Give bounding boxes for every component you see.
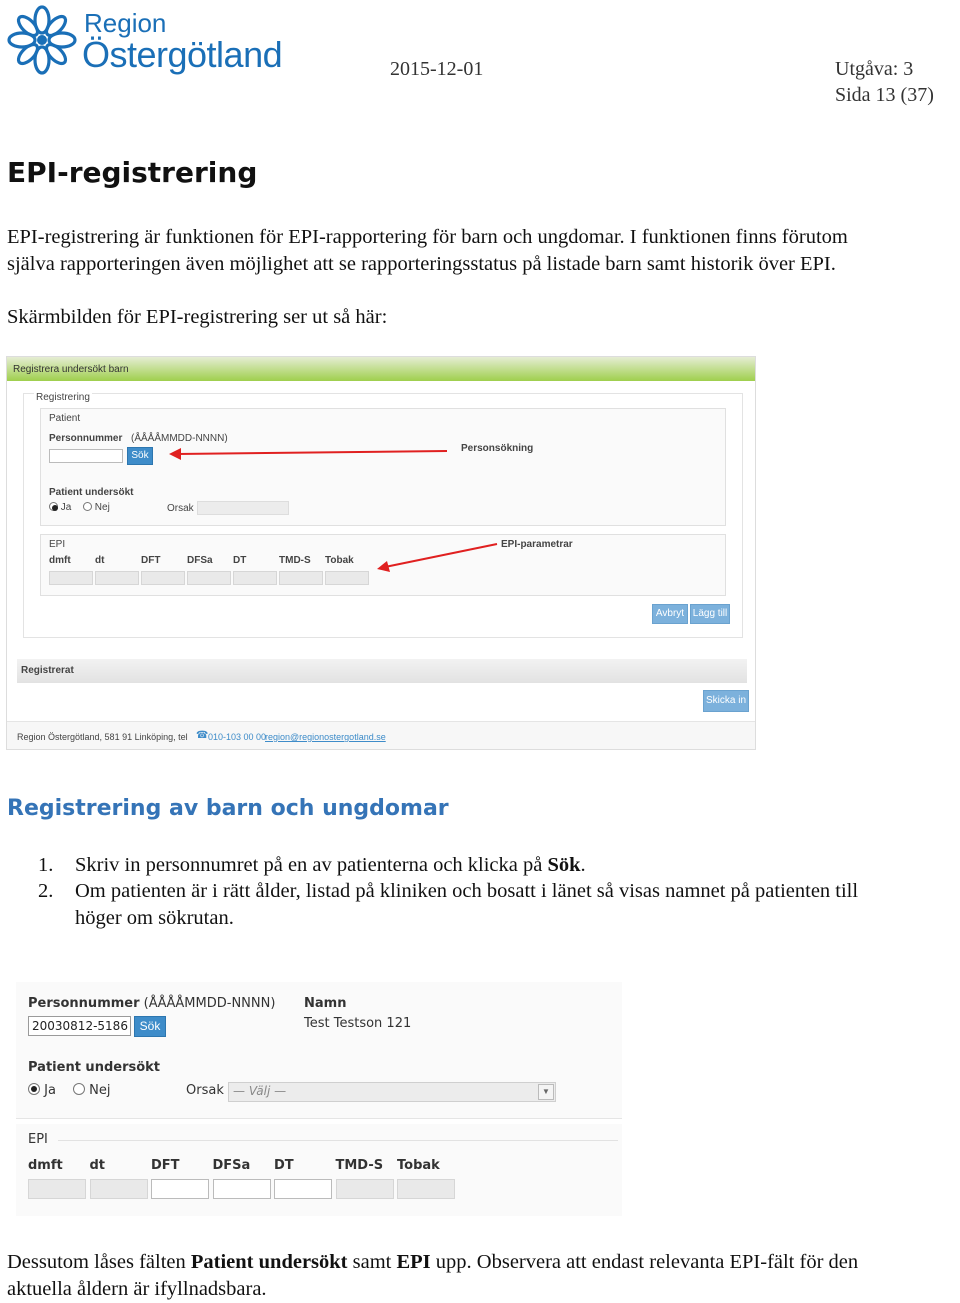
- s2-epi-col-label: DFSa: [212, 1158, 251, 1173]
- orsak-label: Orsak: [167, 503, 194, 514]
- patient-undersokt-label: Patient undersökt: [49, 487, 134, 498]
- screenshot-patient-search: [16, 982, 622, 1216]
- radio-ja-label: Ja: [60, 502, 72, 513]
- s2-epi-divider: [58, 1140, 618, 1141]
- list-item-1: [75, 852, 586, 879]
- s2-epi-col-input[interactable]: [336, 1179, 394, 1199]
- s2-radio-ja[interactable]: [28, 1083, 56, 1098]
- s1-epi-col-label: dt: [95, 555, 105, 566]
- radio-nej-label: Nej: [94, 502, 110, 513]
- s2-personnummer-input[interactable]: 20030812-5186: [28, 1016, 131, 1036]
- s2-epi-col-input[interactable]: [397, 1179, 455, 1199]
- s2-search-button[interactable]: Sök: [134, 1016, 166, 1037]
- chevron-down-icon: ▼: [538, 1084, 554, 1100]
- s1-epi-col-label: Tobak: [325, 555, 354, 566]
- s2-epi-col-input[interactable]: [28, 1179, 86, 1199]
- header-edition: Utgåva: 3: [835, 58, 914, 80]
- annotation-arrows: [7, 357, 755, 749]
- s2-epi-col-input[interactable]: [213, 1179, 271, 1199]
- avbryt-button[interactable]: Avbryt: [652, 604, 688, 624]
- page-title: EPI-registrering: [7, 156, 258, 189]
- skicka-in-button[interactable]: Skicka in: [703, 690, 749, 712]
- closing-p3: upp. Observera att endast relevanta EPI-fält för den: [430, 1251, 859, 1273]
- s1-epi-col-label: dmft: [49, 555, 71, 566]
- s2-namn-value: Test Testson 121: [304, 1016, 412, 1031]
- region-logo-icon: [6, 4, 78, 76]
- footer-phone[interactable]: 010-103 00 00: [208, 732, 267, 742]
- s2-epi-col-label: dt: [89, 1158, 106, 1173]
- closing-p2: samt: [347, 1251, 397, 1273]
- arrow-to-epi: [385, 544, 497, 567]
- logo-line2: Östergötland: [82, 34, 283, 75]
- s2-epi-col-input[interactable]: [151, 1179, 209, 1199]
- registrering-label: Registrering: [36, 392, 90, 403]
- s2-personnummer-hint: (ÅÅÅÅMMDD-NNNN): [143, 996, 276, 1011]
- list-item-1-post: .: [580, 854, 586, 876]
- logo-line1: Region: [84, 8, 167, 38]
- closing-b2: EPI: [396, 1251, 431, 1273]
- s2-epi-label: EPI: [28, 1132, 48, 1147]
- arrow-head-epi: [377, 561, 390, 572]
- footer-email[interactable]: region@regionostergotland.se: [265, 732, 386, 742]
- patient-label: Patient: [49, 413, 81, 424]
- s1-epi-col-label: TMD-S: [279, 555, 311, 566]
- arrow-to-search: [177, 451, 447, 454]
- region-logo: [6, 4, 296, 78]
- s2-orsak-placeholder: — Välj —: [233, 1084, 287, 1098]
- personnummer-hint: (ÅÅÅÅMMDD-NNNN): [131, 433, 228, 444]
- s2-epi-col-label: TMD-S: [335, 1158, 384, 1173]
- epi-label: EPI: [49, 539, 66, 550]
- form-footer: [7, 721, 755, 750]
- annotation-personsokning: Personsökning: [461, 443, 534, 454]
- lagg-till-button[interactable]: Lägg till: [690, 604, 730, 624]
- intro-line-2: själva rapporteringen även möjlighet att se rapporteringsstatus på listade barn samt historik över EPI.: [7, 253, 836, 275]
- s2-radio-nej-label: Nej: [89, 1083, 111, 1098]
- s2-epi-col-label: DFT: [151, 1158, 180, 1173]
- list-item-2-line1: Om patienten är i rätt ålder, listad på kliniken och bosatt i länet så visas namnet på patienten till: [75, 880, 859, 902]
- s2-personnummer-label: Personnummer: [28, 996, 140, 1011]
- patient-section: [16, 982, 622, 1119]
- screenshot-epi-form: [6, 356, 756, 750]
- s2-namn-label: Namn: [304, 996, 347, 1011]
- s2-epi-col-input[interactable]: [274, 1179, 332, 1199]
- list-item-2-num: 2.: [38, 880, 54, 902]
- annotation-epi-parametrar: EPI-parametrar: [501, 539, 573, 550]
- s2-epi-col-label: DT: [274, 1158, 294, 1173]
- section-heading: Registrering av barn och ungdomar: [7, 796, 449, 821]
- s2-orsak-select[interactable]: [228, 1082, 556, 1102]
- intro-line-1: EPI-registrering är funktionen för EPI-rapportering för barn och ungdomar. I funktionen finns förutom: [7, 226, 848, 248]
- header-page: Sida 13 (37): [835, 84, 934, 106]
- list-item-2-line2: höger om sökrutan.: [75, 907, 234, 929]
- registrerat-label: Registrerat: [21, 665, 74, 676]
- header-date: 2015-12-01: [390, 58, 484, 80]
- s1-epi-col-label: DFT: [141, 555, 161, 566]
- s2-orsak-label: Orsak: [186, 1083, 224, 1098]
- closing-p1: Dessutom låses fälten: [7, 1251, 191, 1273]
- footer-phone-icon: ☎: [196, 730, 209, 741]
- closing-b1: Patient undersökt: [190, 1251, 348, 1273]
- s1-epi-col-label: DFSa: [187, 555, 213, 566]
- s2-patient-undersokt: Patient undersökt: [28, 1060, 161, 1075]
- search-button[interactable]: Sök: [127, 447, 153, 465]
- s1-epi-col-label: DT: [233, 555, 247, 566]
- s2-epi-col-label: dmft: [28, 1158, 63, 1173]
- s2-epi-col-label: Tobak: [397, 1158, 440, 1173]
- s2-radio-ja-label: Ja: [44, 1083, 56, 1098]
- list-item-1-num: 1.: [38, 854, 54, 876]
- closing-line-2: aktuella åldern är ifyllnadsbara.: [7, 1278, 267, 1300]
- s2-epi-col-input[interactable]: [90, 1179, 148, 1199]
- intro-caption: Skärmbilden för EPI-registrering ser ut så här:: [7, 306, 388, 328]
- closing-line-1: [7, 1249, 858, 1276]
- list-item-1-text: Skriv in personnumret på en av patienterna och klicka på: [75, 854, 548, 876]
- s2-radio-nej[interactable]: [73, 1083, 110, 1098]
- list-item-1-bold: Sök: [547, 854, 581, 876]
- s2-epi-section: [16, 1124, 622, 1216]
- registrerat-bar: [17, 659, 747, 683]
- personnummer-label: Personnummer: [49, 433, 123, 444]
- s2-personnummer: [28, 996, 275, 1011]
- arrow-head-search: [169, 448, 181, 460]
- form-title: Registrera undersökt barn: [13, 364, 129, 375]
- footer-address: Region Östergötland, 581 91 Linköping, tel: [17, 732, 188, 742]
